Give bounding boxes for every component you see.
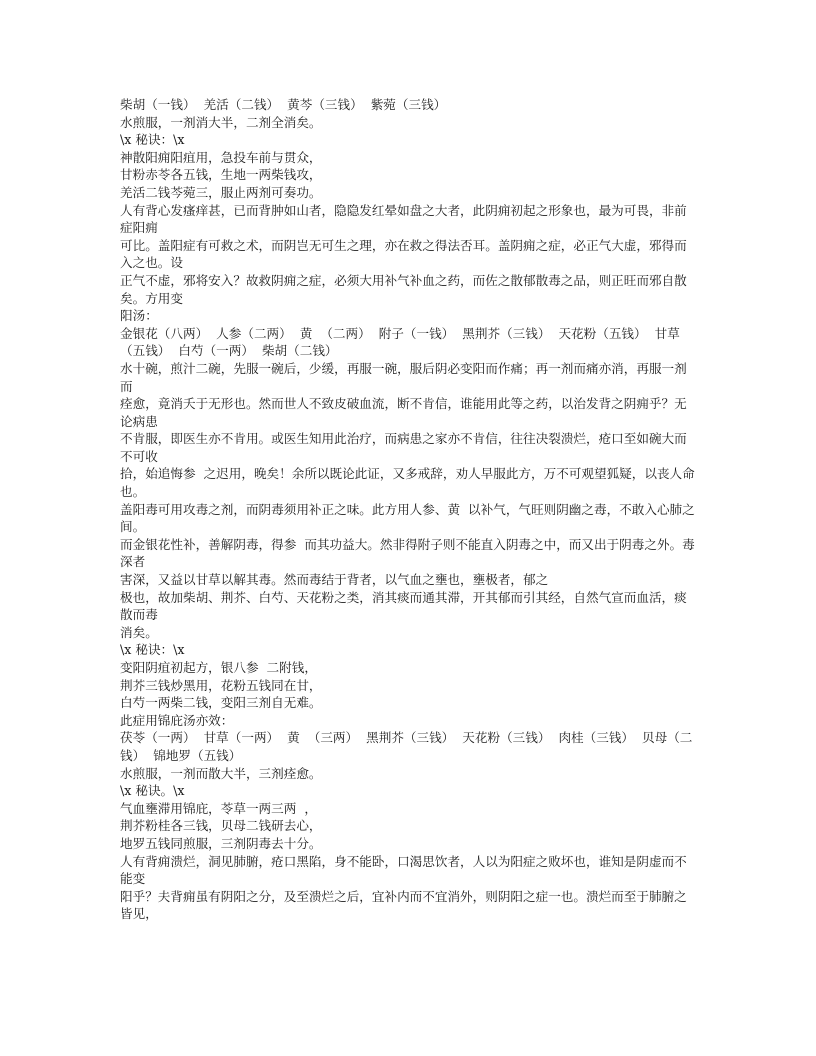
text-line: 人有背痈溃烂，洞见肺腑，疮口黑陷，身不能卧，口渴思饮者，人以为阳症之败坏也，谁知是阴虚而不能变 xyxy=(120,853,687,887)
text-line: 地罗五钱同煎服，三剂阴毒去十分。 xyxy=(120,835,322,851)
text-line: 柴胡（一钱） 羌活（二钱） 黄芩（三钱） 紫菀（三钱） xyxy=(120,97,447,112)
text-line: 神散阳痈阳疽用，急投车前与贯众， xyxy=(120,149,322,165)
text-line: 正气不虚，邪将安入？故救阴痈之症，必须大用补气补血之药，而佐之散郁散毒之品，则正旺而邪自散矣。方用变 xyxy=(120,272,687,306)
text-line: 甘粉赤苓各五钱，生地一两柴钱攻， xyxy=(120,167,322,183)
text-line: \x 秘诀。\x xyxy=(120,783,185,799)
text-line: 人有背心发瘙痒甚，已而背肿如山者，隐隐发红晕如盘之大者，此阴痈初起之形象也，最为可畏，非前症阳痈 xyxy=(120,202,687,236)
text-line: 拾，始追悔参 之迟用，晚矣！余所以既论此证，又多戒辞，劝人早服此方，万不可观望狐疑，以丧人命也。 xyxy=(120,466,695,500)
text-line: 消矣。 xyxy=(120,624,158,640)
text-line: 不肯服，即医生亦不肯用。或医生知用此治疗，而病患之家亦不肯信，往往决裂溃烂，疮口至如碗大而不可收 xyxy=(120,431,687,464)
text-line: 阳汤： xyxy=(120,308,158,324)
text-line: 白芍一两柴二钱，变阳三剂自无难。 xyxy=(120,695,322,711)
text-line: 气血壅滞用锦庇，苓草一两三两 ， xyxy=(120,800,317,816)
text-line: 羌活二钱芩菀三，服止两剂可奏功。 xyxy=(120,184,322,200)
text-line: 水煎服，一剂而散大半，三剂痊愈。 xyxy=(120,765,322,781)
text-line: 水煎服，一剂消大半，二剂全消矣。 xyxy=(120,114,322,130)
text-line: 水十碗，煎汁二碗，先服一碗后，少缓，再服一碗，服后阴必变阳而作痛；再一剂而痛亦消，再服一剂而 xyxy=(120,360,687,394)
text-line: 极也，故加柴胡、荆芥、白芍、天花粉之类，消其痰而通其滞，开其郁而引其经，自然气宣而血活，痰散而毒 xyxy=(120,589,687,623)
text-line: 痊愈，竟消夭于无形也。然而世人不致皮破血流，断不肯信，谁能用此等之药，以治发背之阴痈乎？无论病患 xyxy=(120,396,687,429)
text-line: \x 秘诀：\x xyxy=(120,642,185,658)
text-line: 金银花（八两） 人参（二两） 黄 （二两） 附子（一钱） 黑荆芥（三钱） 天花粉（五钱） 甘草（五钱） 白芍（一两） 柴胡（二钱） xyxy=(120,325,680,359)
text-line: 可比。盖阳症有可救之术，而阴岂无可生之理，亦在救之得法否耳。盖阴痈之症，必正气大虚，邪得而入之也。设 xyxy=(120,237,687,271)
text-line: \x 秘诀：\x xyxy=(120,132,185,148)
document-page xyxy=(120,96,698,923)
text-line: 而金银花性补，善解阴毒，得参 而其功益大。然非得附子则不能直入阴毒之中，而又出于阴毒之外。毒深者 xyxy=(120,536,695,570)
text-line: 盖阳毒可用攻毒之剂，而阴毒须用补正之味。此方用人参、黄 以补气，气旺则阴幽之毒，不敢入心肺之间。 xyxy=(120,501,695,535)
text-line: 变阳阴疽初起方，银八参 二附钱， xyxy=(120,660,317,675)
text-line: 荆芥三钱炒黑用，花粉五钱同在甘， xyxy=(120,677,322,693)
text-line: 阳乎？夫背痈虽有阴阳之分，及至溃烂之后，宜补内而不宜消外，则阴阳之症一也。溃烂而至于肺腑之皆见， xyxy=(120,888,687,922)
text-line: 茯苓（一两） 甘草（一两） 黄 （三两） 黑荆芥（三钱） 天花粉（三钱） 肉桂（三钱） 贝母（二钱） 锦地罗（五钱） xyxy=(120,730,693,763)
text-line: 害深，又益以甘草以解其毒。然而毒结于背者，以气血之壅也，壅极者，郁之 xyxy=(120,572,549,588)
text-line: 荆芥粉桂各三钱，贝母二钱研去心， xyxy=(120,818,322,834)
text-line: 此症用锦庇汤亦效： xyxy=(120,712,234,728)
